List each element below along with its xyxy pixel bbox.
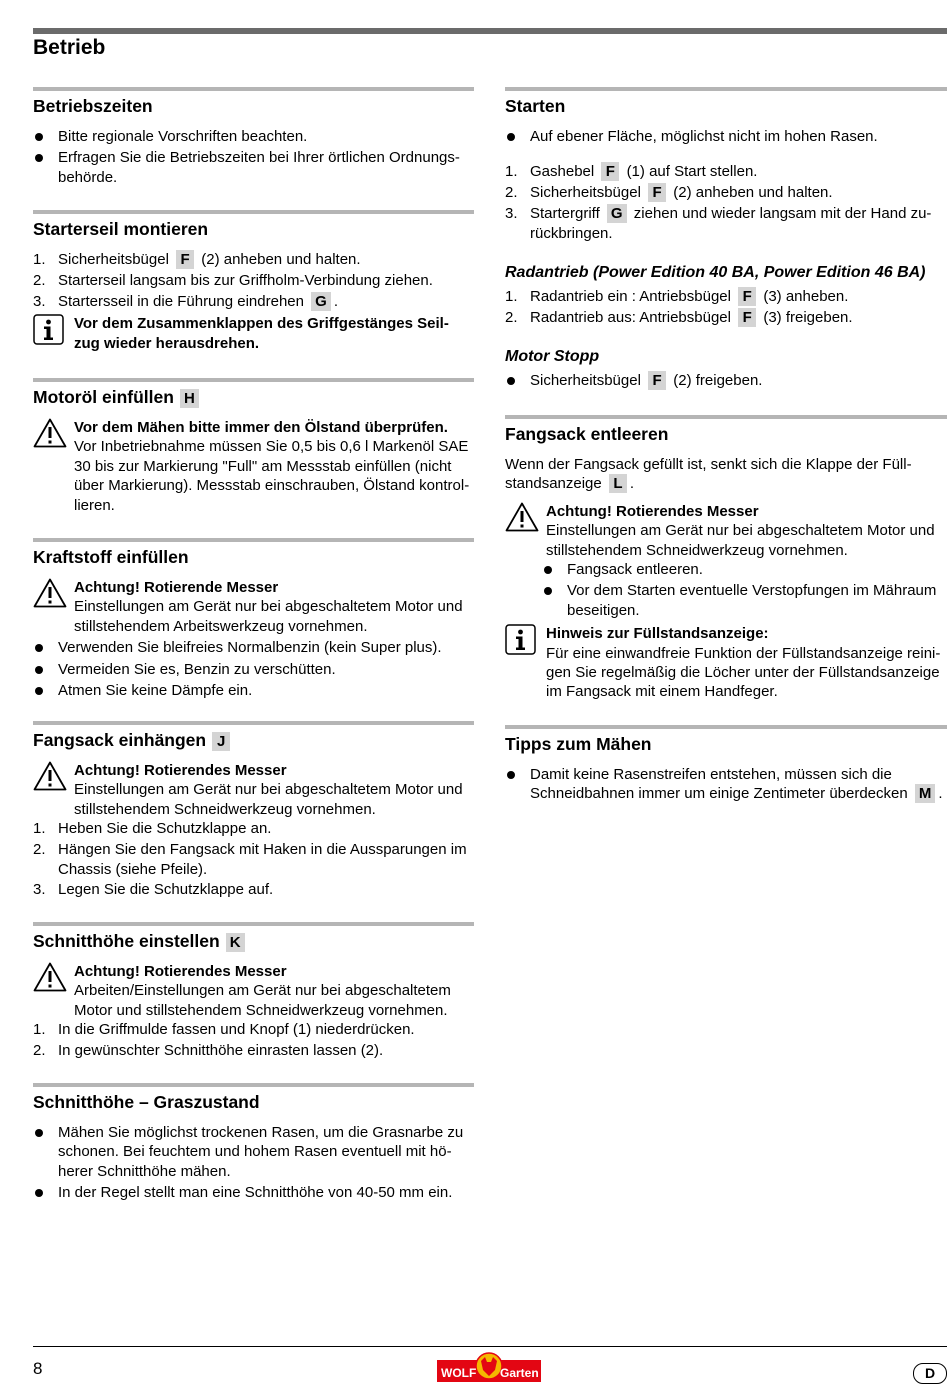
warning-note: Achtung! Rotierendes Messer Einstellungen am Gerät nur bei abgeschaltetem Motor und stillstehendem Schneidwerkzeug vornehmen. Fangsack entleeren. Vor dem Starten eventuelle Verstopfungen im Mähraum beseitigen.	[505, 502, 947, 620]
bullet-icon	[35, 1189, 43, 1197]
section-kraftstoff	[33, 538, 474, 702]
warning-icon	[505, 502, 539, 532]
info-note: Vor dem Zusammenklappen des Griffgestänges Seil- zug wieder herausdrehen.	[33, 314, 474, 353]
bullet-list	[505, 371, 947, 390]
footer-rule	[33, 1346, 947, 1347]
bullet-icon	[544, 587, 552, 595]
figure-ref-badge: F	[176, 250, 194, 269]
list-item: Vor dem Starten eventuelle Verstopfungen im Mähraum beseitigen.	[542, 581, 947, 620]
top-rule	[33, 28, 947, 34]
bullet-list	[505, 127, 947, 146]
figure-ref-badge: M	[915, 784, 936, 803]
list-item: 3. Startersseil in die Führung eindrehen G .	[33, 292, 338, 310]
figure-ref-badge: L	[609, 474, 627, 493]
section-title: Starten	[505, 96, 566, 116]
bullet-list	[33, 1123, 474, 1203]
section-starterseil	[33, 210, 474, 353]
figure-ref-badge: F	[738, 308, 756, 327]
list-item: 2. In gewünschter Schnitthöhe einrasten lassen (2).	[33, 1042, 384, 1060]
figure-ref-badge: F	[738, 287, 756, 306]
warning-icon	[33, 418, 67, 448]
step-list	[505, 162, 947, 243]
list-item: Vermeiden Sie es, Benzin zu verschütten.	[33, 660, 474, 679]
page-number: 8	[33, 1359, 43, 1378]
section-fangsack-entleeren: Fangsack entleeren Wenn der Fangsack gefüllt ist, senkt sich die Klappe der Füll- standsanzeige L . Achtung! Rotierendes Messer Einstellungen am Gerät nur bei abgeschaltetem Motor und stillstehendem Schneidwerkzeug vornehmen. Fangsack entleeren. Vor dem Starten eventuelle Verstopfungen im Mähraum beseitigen. Hinweis zur Füllstandsanzeige: Für eine einwandfreie Funktion der Füllstandsanzeige reini- gen Sie regelmäßig die Löcher unter der Füllstandsanzeige im Fangsack mit einem Handfeger.	[505, 415, 947, 702]
warning-icon	[33, 578, 67, 608]
section-motoroel	[33, 378, 474, 515]
figure-ref-badge: F	[648, 371, 666, 390]
bullet-icon	[544, 566, 552, 574]
step-list	[33, 250, 474, 311]
section-title: Fangsack einhängen J	[33, 729, 474, 751]
info-icon	[33, 314, 64, 345]
list-item: Damit keine Rasenstreifen entstehen, müssen sich die Schneidbahnen immer um einige Zentimeter überdecken M .	[505, 765, 947, 804]
section-title: Starterseil montieren	[33, 219, 209, 239]
list-item: 1. Gashebel F (1) auf Start stellen.	[505, 163, 758, 181]
section-starten	[505, 87, 947, 245]
bullet-icon	[507, 377, 515, 385]
section-graszustand	[33, 1083, 474, 1205]
bullet-list	[505, 765, 947, 804]
bullet-icon	[35, 666, 43, 674]
language-badge: D	[913, 1363, 947, 1384]
section-title: Tipps zum Mähen	[505, 734, 652, 754]
bullet-icon	[507, 771, 515, 779]
list-item: Erfragen Sie die Betriebszeiten bei Ihrer örtlichen Ordnungs- behörde.	[33, 148, 474, 187]
section-title: Betriebszeiten	[33, 96, 153, 116]
figure-ref-badge: J	[212, 732, 230, 751]
figure-ref-badge: K	[226, 933, 245, 952]
subsection-title: Radantrieb (Power Edition 40 BA, Power Edition 46 BA)	[505, 264, 926, 281]
list-item: 2. Radantrieb aus: Antriebsbügel F (3) freigeben.	[505, 308, 853, 326]
bullet-icon	[507, 133, 515, 141]
section-title: Schnitthöhe – Graszustand	[33, 1092, 260, 1112]
list-item: Auf ebener Fläche, möglichst nicht im hohen Rasen.	[505, 127, 947, 146]
list-item: 2. Hängen Sie den Fangsack mit Haken in die Aussparungen im Chassis (siehe Pfeile).	[33, 841, 467, 878]
section-betriebszeiten	[33, 87, 474, 187]
list-item: Mähen Sie möglichst trockenen Rasen, um die Grasnarbe zu schonen. Bei feuchtem und hohem Rasen eventuell mit hö- herer Schnitthöhe mähen.	[33, 1123, 474, 1181]
warning-note: Achtung! Rotierendes Messer Arbeiten/Einstellungen am Gerät nur bei abgeschaltetem Motor und stillstehendem Schneidwerkzeug vornehmen.	[33, 962, 474, 1020]
info-icon	[505, 624, 536, 655]
list-item: 1. Radantrieb ein : Antriebsbügel F (3) anheben.	[505, 288, 849, 305]
list-item: 1. In die Griffmulde fassen und Knopf (1) niederdrücken.	[33, 1021, 415, 1039]
bullet-list	[33, 127, 474, 187]
list-item: 1. Sicherheitsbügel F (2) anheben und halten.	[33, 251, 361, 268]
list-item: 2. Starterseil langsam bis zur Griffholm-Verbindung ziehen.	[33, 271, 433, 289]
warning-note: Achtung! Rotierendes Messer Einstellungen am Gerät nur bei abgeschaltetem Motor und stillstehendem Schneidwerkzeug vornehmen.	[33, 761, 474, 819]
section-title: Fangsack entleeren	[505, 424, 669, 444]
wolf-garten-logo	[437, 1352, 541, 1384]
page-title: Betrieb	[33, 36, 106, 59]
list-item: Verwenden Sie bleifreies Normalbenzin (kein Super plus).	[33, 638, 474, 657]
section-radantrieb	[505, 263, 947, 329]
list-item: 3. Legen Sie die Schutzklappe auf.	[33, 881, 274, 899]
list-item: 1. Heben Sie die Schutzklappe an.	[33, 820, 272, 838]
section-title: Schnitthöhe einstellen K	[33, 930, 474, 952]
bullet-list	[542, 560, 947, 620]
list-item: Fangsack entleeren.	[542, 560, 947, 579]
subsection-title: Motor Stopp	[505, 348, 600, 365]
list-item: Bitte regionale Vorschriften beachten.	[33, 127, 474, 146]
step-list	[33, 819, 474, 900]
bullet-icon	[35, 687, 43, 695]
figure-ref-badge: H	[180, 389, 199, 408]
bullet-icon	[35, 154, 43, 162]
figure-ref-badge: G	[311, 292, 331, 311]
figure-ref-badge: F	[601, 162, 619, 181]
section-fangsack-einhaengen	[33, 721, 474, 901]
list-item: Sicherheitsbügel F (2) freigeben.	[505, 371, 947, 390]
list-item: 3. Startergriff G ziehen und wieder langsam mit der Hand zu- rückbringen.	[505, 205, 932, 242]
section-title: Motoröl einfüllen H	[33, 386, 474, 408]
warning-note: Vor dem Mähen bitte immer den Ölstand überprüfen. Vor Inbetriebnahme müssen Sie 0,5 bis 0,6 l Markenöl SAE 30 bis zur Markierung "Full" am Messstab einfüllen (nicht über Markierung). Messstab einschrauben, Ölstand kontrol- lieren.	[33, 418, 474, 515]
section-tipps	[505, 725, 947, 806]
bullet-list	[33, 638, 474, 700]
section-motor-stopp	[505, 347, 947, 392]
step-list	[505, 287, 947, 327]
bullet-icon	[35, 1129, 43, 1137]
section-title: Kraftstoff einfüllen	[33, 547, 189, 567]
list-item: In der Regel stellt man eine Schnitthöhe von 40-50 mm ein.	[33, 1183, 474, 1202]
svg-text:Garten: Garten	[500, 1366, 539, 1380]
step-list	[33, 1020, 474, 1060]
list-item: Atmen Sie keine Dämpfe ein.	[33, 681, 474, 700]
section-schnitthoehe	[33, 922, 474, 1062]
svg-text:WOLF: WOLF	[441, 1366, 477, 1380]
bullet-icon	[35, 133, 43, 141]
info-note: Hinweis zur Füllstandsanzeige: Für eine einwandfreie Funktion der Füllstandsanzeige reini- gen Sie regelmäßig die Löcher unter der Füllstandsanzeige im Fangsack mit einem Handfeger.	[505, 624, 947, 702]
warning-icon	[33, 962, 67, 992]
bullet-icon	[35, 644, 43, 652]
warning-note: Achtung! Rotierende Messer Einstellungen am Gerät nur bei abgeschaltetem Motor und stillstehendem Arbeitswerkzeug vornehmen.	[33, 578, 474, 636]
warning-icon	[33, 761, 67, 791]
figure-ref-badge: F	[648, 183, 666, 202]
list-item: 2. Sicherheitsbügel F (2) anheben und halten.	[505, 184, 833, 202]
figure-ref-badge: G	[607, 204, 627, 223]
